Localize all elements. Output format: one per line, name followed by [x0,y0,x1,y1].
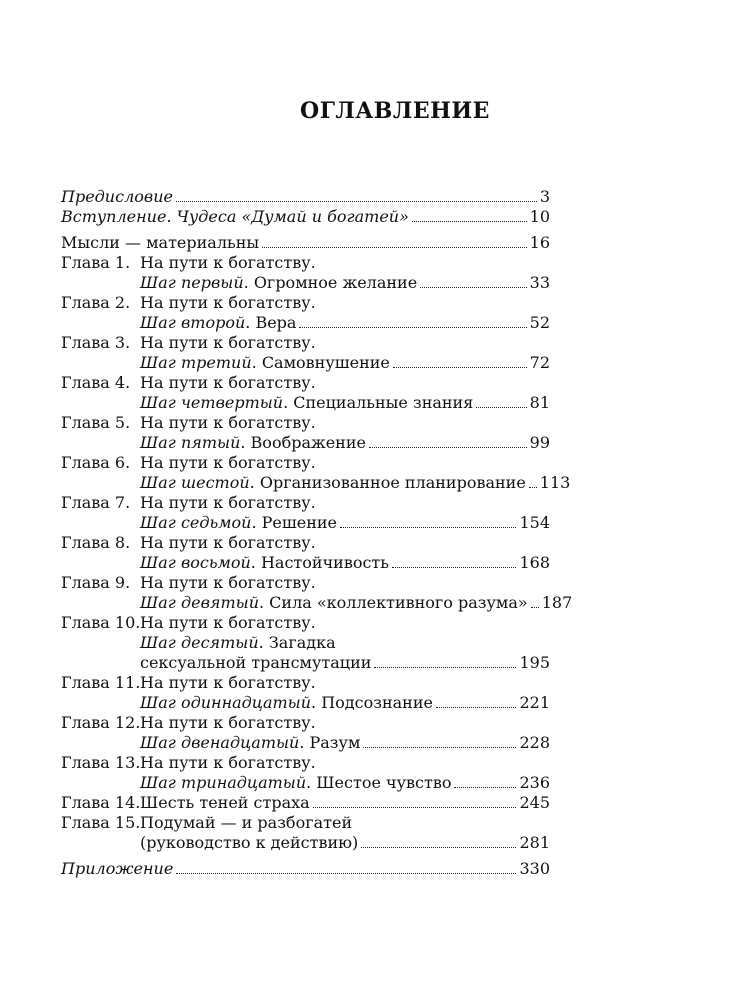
step-title: . Разум [299,733,361,752]
step-label: Шаг четвертый [140,393,284,412]
entry-title: Приложение [61,859,174,878]
step-label: Шаг двенадцатый [140,733,300,752]
dot-leader [454,787,516,788]
step-label: Шаг шестой [140,473,250,492]
page-number: 33 [529,273,550,292]
toc-entry-chapter-15-cont[interactable] [61,833,550,853]
table-of-contents [61,187,573,879]
chapter-number: Глава 4. [61,373,131,392]
chapter-heading: На пути к богатству. [140,333,316,352]
toc-entry-introduction[interactable] [61,207,550,227]
chapter-heading: На пути к богатству. [140,293,316,312]
dot-leader [176,873,516,874]
toc-entry-chapter-2[interactable] [61,293,550,313]
step-label: Шаг третий [140,353,252,372]
dot-leader [529,487,537,488]
toc-entry-appendix[interactable] [61,859,550,879]
entry-title: Предисловие [61,187,173,206]
step-title: . Подсознание [311,693,433,712]
chapter-heading: На пути к богатству. [140,493,316,512]
chapter-heading: На пути к богатству. [140,453,316,472]
chapter-number: Глава 15. [61,813,141,832]
step-title: . Шестое чувство [306,773,452,792]
dot-leader [369,447,527,448]
dot-leader [392,567,516,568]
chapter-heading: На пути к богатству. [140,673,316,692]
toc-entry-chapter-12[interactable] [61,713,550,733]
page-number: 187 [541,593,573,612]
chapter-heading: На пути к богатству. [140,373,316,392]
dot-leader [393,367,527,368]
toc-entry-chapter-7[interactable] [61,493,550,513]
step-title: . Самовнушение [251,353,390,372]
chapter-number: Глава 7. [61,493,131,512]
dot-leader [531,607,539,608]
toc-entry-chapter-7-step[interactable] [61,513,550,533]
toc-entry-chapter-11[interactable] [61,673,550,693]
chapter-number: Глава 3. [61,333,131,352]
chapter-heading-continued: (руководство к действию) [140,833,359,852]
chapter-number: Глава 14. [61,793,141,812]
page-number: 16 [529,233,550,252]
toc-entry-chapter-1-step[interactable] [61,273,550,293]
chapter-heading: Шесть теней страха [140,793,310,812]
toc-entry-chapter-9-step[interactable] [61,593,573,613]
page-number: 81 [529,393,550,412]
step-label: Шаг тринадцатый [140,773,307,792]
toc-entry-chapter-6-step[interactable] [61,473,571,493]
chapter-heading: На пути к богатству. [140,753,316,772]
toc-entry-chapter-3-step[interactable] [61,353,550,373]
toc-entry-chapter-15[interactable] [61,813,550,833]
toc-entry-thoughts[interactable] [61,233,550,253]
toc-entry-chapter-10[interactable] [61,613,550,633]
toc-entry-chapter-13-step[interactable] [61,773,550,793]
dot-leader [313,807,517,808]
dot-leader [299,327,526,328]
entry-title: Вступление. Чудеса «Думай и богатей» [61,207,409,226]
step-label: Шаг второй [140,313,246,332]
page-number: 99 [529,433,550,452]
toc-entry-chapter-13[interactable] [61,753,550,773]
toc-entry-chapter-10-step[interactable] [61,633,550,653]
chapter-number: Глава 10. [61,613,141,632]
chapter-number: Глава 12. [61,713,141,732]
chapter-heading: На пути к богатству. [140,713,316,732]
chapter-heading: На пути к богатству. [140,533,316,552]
toc-entry-chapter-11-step[interactable] [61,693,550,713]
chapter-number: Глава 6. [61,453,131,472]
dot-leader [420,287,526,288]
step-title: . Специальные знания [283,393,474,412]
chapter-number: Глава 8. [61,533,131,552]
chapter-number: Глава 9. [61,573,131,592]
step-title: . Воображение [240,433,366,452]
page-number: 154 [519,513,550,532]
step-title-continued: сексуальной трансмутации [140,653,372,672]
page-title: ОГЛАВЛЕНИЕ [300,98,490,124]
page-number: 245 [519,793,550,812]
step-label: Шаг восьмой [140,553,251,572]
step-title: . Вера [245,313,297,332]
page-number: 10 [529,207,550,226]
page-number: 113 [539,473,571,492]
dot-leader [436,707,517,708]
step-title: . Организованное планирование [249,473,526,492]
step-title: . Огромное желание [243,273,418,292]
page-number: 330 [519,859,550,878]
dot-leader [412,221,527,222]
dot-leader [476,407,526,408]
toc-entry-chapter-3[interactable] [61,333,550,353]
toc-entry-chapter-12-step[interactable] [61,733,550,753]
toc-entry-chapter-10-step-cont[interactable] [61,653,550,673]
dot-leader [363,747,516,748]
step-title: . Настойчивость [250,553,389,572]
toc-entry-chapter-4-step[interactable] [61,393,550,413]
toc-entry-chapter-5-step[interactable] [61,433,550,453]
page-number: 72 [529,353,550,372]
step-title: . Решение [251,513,337,532]
chapter-number: Глава 2. [61,293,131,312]
toc-entry-chapter-9[interactable] [61,573,550,593]
chapter-heading: На пути к богатству. [140,253,316,272]
page-number: 195 [519,653,550,672]
toc-entry-chapter-8-step[interactable] [61,553,550,573]
page-number: 52 [529,313,550,332]
step-label: Шаг девятый [140,593,259,612]
chapter-number: Глава 5. [61,413,131,432]
chapter-heading: На пути к богатству. [140,413,316,432]
page-number: 221 [519,693,550,712]
step-label: Шаг седьмой [140,513,252,532]
entry-title: Мысли — материальны [61,233,260,252]
page-number: 3 [539,187,550,206]
dot-leader [262,247,527,248]
chapter-heading: На пути к богатству. [140,613,316,632]
chapter-number: Глава 13. [61,753,141,772]
page-number: 228 [519,733,550,752]
page-number: 236 [519,773,550,792]
step-label: Шаг первый [140,273,244,292]
chapter-number: Глава 11. [61,673,141,692]
page-number: 281 [519,833,550,852]
chapter-heading: На пути к богатству. [140,573,316,592]
dot-leader [340,527,516,528]
step-title: . Сила «коллективного разума» [259,593,528,612]
toc-entry-chapter-1[interactable] [61,253,550,273]
dot-leader [361,847,516,848]
dot-leader [176,201,537,202]
toc-entry-chapter-5[interactable] [61,413,550,433]
chapter-number: Глава 1. [61,253,131,272]
chapter-heading: Подумай — и разбогатей [140,813,353,832]
page-number: 168 [519,553,550,572]
toc-entry-chapter-4[interactable] [61,373,550,393]
toc-entry-chapter-14[interactable] [61,793,550,813]
toc-entry-chapter-2-step[interactable] [61,313,550,333]
step-label: Шаг десятый [140,633,259,652]
step-label: Шаг одиннадцатый [140,693,312,712]
step-label: Шаг пятый [140,433,241,452]
dot-leader [374,667,516,668]
toc-entry-chapter-6[interactable] [61,453,550,473]
toc-entry-preface[interactable] [61,187,550,207]
toc-entry-chapter-8[interactable] [61,533,550,553]
step-title: . Загадка [258,633,336,652]
